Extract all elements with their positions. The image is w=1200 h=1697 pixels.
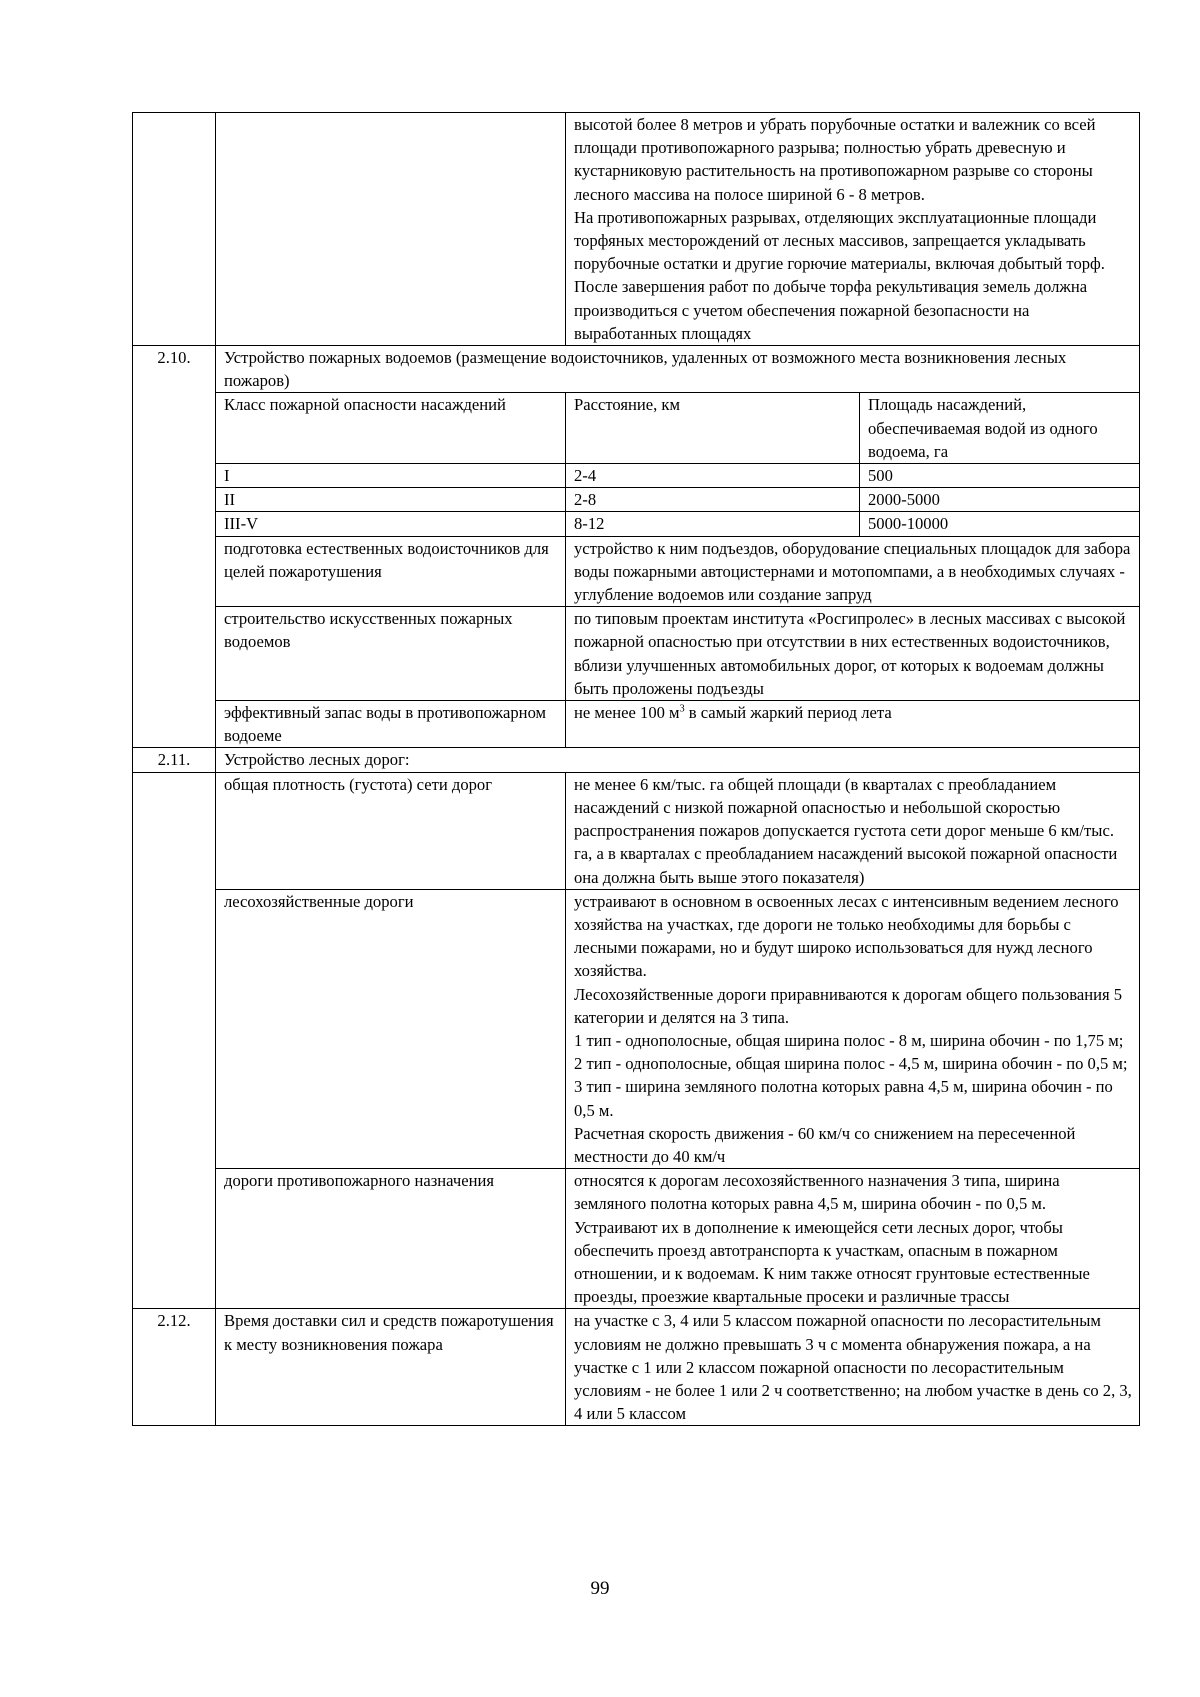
row-label-cell: подготовка естественных водоисточников для целей пожаротушения	[216, 536, 566, 607]
row-text-cell: на участке с 3, 4 или 5 классом пожарной опасности по лесорастительным условиям не должно превышать 3 ч с момента обнаружения пожара, а на участке с 1 или 2 классом пожарной опасности по лесорастительным условиям - не более 1 или 2 ч соответственно; на любом участке в день со 2, 3, 4 или 5 классом	[566, 1309, 1140, 1426]
row-number-cell	[133, 772, 216, 1309]
table-row	[133, 607, 1140, 701]
subtable-header-row	[133, 393, 1140, 464]
superscript: 3	[679, 703, 685, 715]
paragraph: 1 тип - однополосные, общая ширина полос - 8 м, ширина обочин - по 1,75 м; 2 тип - однополосные, общая ширина полос - 4,5 м, ширина обочин - по 0,5 м; 3 тип - ширина земляного полотна которых равна 4,5 м, ширина обочин - по 0,5 м.	[574, 1030, 1128, 1120]
class-cell: III-V	[216, 512, 566, 536]
row-text-cell	[566, 1169, 1140, 1309]
area-cell: 5000-10000	[860, 512, 1140, 536]
row-label-cell: строительство искусственных пожарных водоемов	[216, 607, 566, 701]
row-label-cell: Время доставки сил и средств пожаротушения к месту возникновения пожара	[216, 1309, 566, 1426]
row-text-cell	[566, 772, 1140, 889]
paragraph: На противопожарных разрывах, отделяющих эксплуатационные площади торфяных месторождений от лесных массивов, запрещается укладывать порубочные остатки и другие горючие материалы, включая добытый торф.	[574, 207, 1105, 274]
paragraph: устраивают в основном в освоенных лесах с интенсивным ведением лесного хозяйства на участках, где дороги не только необходимы для борьбы с лесными пожарами, но и будут широко использоваться для нужд лесного хозяйства.	[574, 891, 1119, 981]
distance-cell: 2-8	[566, 488, 860, 512]
text-fragment: в самый жаркий период лета	[684, 703, 892, 723]
paragraph: не менее 6 км/тыс. га общей площади (в кварталах с преобладанием насаждений с низкой пожарной опасностью и небольшой скоростью распространения пожаров допускается густота сети дорог меньше 6 км/тыс. га, а в кварталах с преобладанием насаждений высокой пожарной опасности она должна быть выше этого показателя)	[574, 774, 1118, 887]
row-label-cell: общая плотность (густота) сети дорог	[216, 772, 566, 889]
row-text-cell: устройство к ним подъездов, оборудование специальных площадок для забора воды пожарными автоцистернами и мотопомпами, а в необходимых случаях - углубление водоемов или создание запруд	[566, 536, 1140, 607]
page-number: 99	[590, 1578, 610, 1599]
table-row	[133, 1169, 1140, 1309]
row-label-cell: эффективный запас воды в противопожарном водоеме	[216, 701, 566, 748]
table-row	[133, 113, 1140, 346]
requirements-table	[132, 112, 1140, 1426]
row-text-cell	[566, 113, 1140, 346]
class-cell: I	[216, 464, 566, 488]
section-title: Устройство пожарных водоемов (размещение водоисточников, удаленных от возможного места возникновения лесных пожаров)	[216, 346, 1140, 393]
section-title: Устройство лесных дорог:	[216, 748, 1140, 772]
paragraph: относятся к дорогам лесохозяйственного назначения 3 типа, ширина земляного полотна которых равна 4,5 м, ширина обочин - по 0,5 м. Устраивают их в дополнение к имеющейся сети лесных дорог, чтобы обеспечить проезд автотранспорта к участкам, опасным в пожарном отношении, и к водоемам. К ним также относят грунтовые естественные проезды, проезжие квартальные просеки и различные трассы	[574, 1171, 1090, 1307]
table-row	[133, 889, 1140, 1168]
header-cell: Расстояние, км	[566, 393, 860, 464]
section-row-2-12	[133, 1309, 1140, 1426]
section-number: 2.11.	[133, 748, 216, 772]
distance-cell: 2-4	[566, 464, 860, 488]
section-row-2-11	[133, 748, 1140, 772]
paragraph: высотой более 8 метров и убрать порубочные остатки и валежник со всей площади противопожарного разрыва; полностью убрать древесную и кустарниковую растительность на противопожарном разрыве со стороны лесного массива на полосе шириной 6 - 8 метров.	[574, 115, 1096, 204]
row-label-cell: дороги противопожарного назначения	[216, 1169, 566, 1309]
paragraph: Расчетная скорость движения - 60 км/ч со снижением на пересеченной местности до 40 км/ч	[574, 1123, 1076, 1166]
table-row	[133, 536, 1140, 607]
section-row-2-10	[133, 346, 1140, 393]
row-label-cell	[216, 113, 566, 346]
text-fragment: не менее 100 м	[574, 703, 680, 723]
subtable-row	[133, 512, 1140, 536]
row-number-cell	[133, 113, 216, 346]
area-cell: 2000-5000	[860, 488, 1140, 512]
row-label-cell: лесохозяйственные дороги	[216, 889, 566, 1168]
subtable-row	[133, 488, 1140, 512]
subtable-row	[133, 464, 1140, 488]
table-row	[133, 772, 1140, 889]
document-page	[132, 112, 1139, 1426]
header-cell: Класс пожарной опасности насаждений	[216, 393, 566, 464]
table-row	[133, 701, 1140, 748]
row-text-cell	[566, 701, 1140, 748]
section-number: 2.10.	[133, 346, 216, 748]
paragraph: Лесохозяйственные дороги приравниваются к дорогам общего пользования 5 категории и делятся на 3 типа.	[574, 984, 1123, 1027]
section-number: 2.12.	[133, 1309, 216, 1426]
row-text-cell	[566, 889, 1140, 1168]
row-text-cell: по типовым проектам института «Росгипролес» в лесных массивах с высокой пожарной опасностью при отсутствии в них естественных водоисточников, вблизи улучшенных автомобильных дорог, от которых к водоемам должны быть проложены подъезды	[566, 607, 1140, 701]
distance-cell: 8-12	[566, 512, 860, 536]
class-cell: II	[216, 488, 566, 512]
header-cell: Площадь насаждений, обеспечиваемая водой из одного водоема, га	[860, 393, 1140, 464]
area-cell: 500	[860, 464, 1140, 488]
paragraph: После завершения работ по добыче торфа рекультивация земель должна производиться с учетом обеспечения пожарной безопасности на выработанных площадях	[574, 277, 1088, 343]
